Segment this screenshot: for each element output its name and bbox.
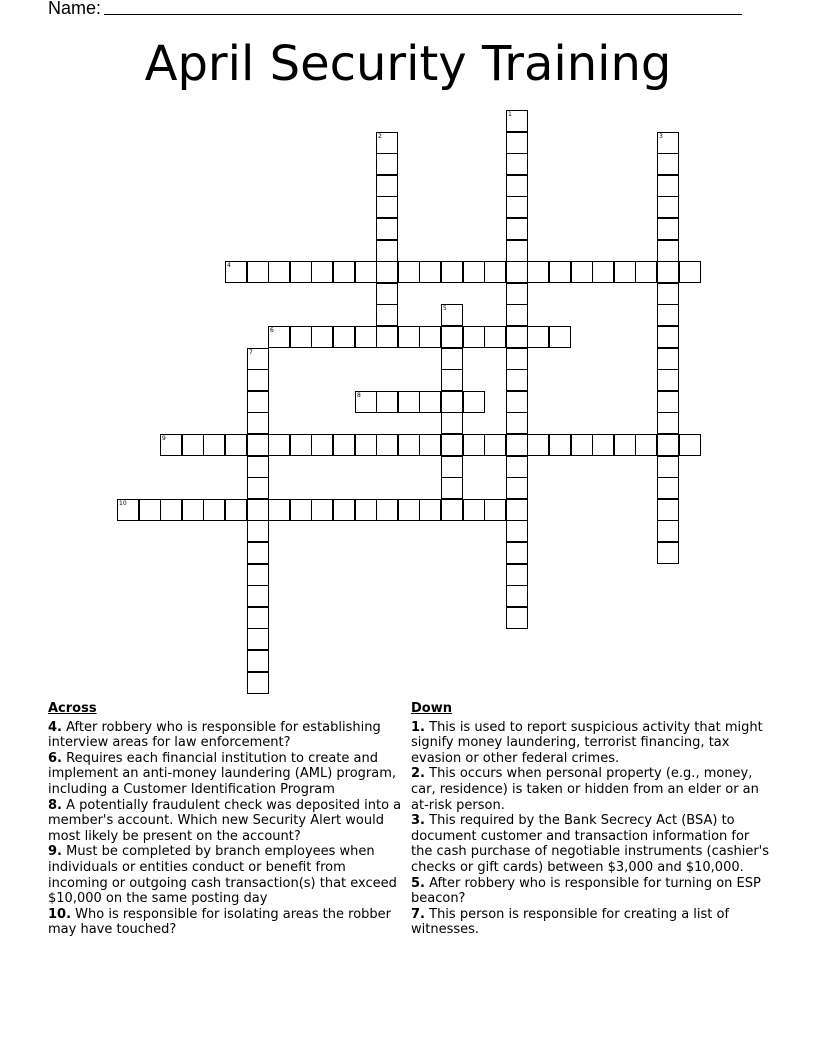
crossword-cell[interactable] bbox=[355, 261, 377, 283]
crossword-cell[interactable] bbox=[463, 499, 485, 521]
crossword-cell[interactable] bbox=[527, 326, 549, 348]
crossword-cell[interactable] bbox=[657, 369, 679, 391]
clue-number: 4 bbox=[227, 262, 231, 269]
crossword-cell[interactable] bbox=[506, 585, 528, 607]
crossword-cell[interactable] bbox=[657, 304, 679, 326]
crossword-cell[interactable] bbox=[398, 434, 420, 456]
crossword-cell[interactable] bbox=[247, 564, 269, 586]
clue-number: 6. bbox=[48, 750, 62, 766]
crossword-cell[interactable] bbox=[247, 348, 269, 370]
crossword-cell[interactable] bbox=[225, 434, 247, 456]
crossword-cell[interactable] bbox=[117, 499, 139, 521]
clue-number: 1. bbox=[411, 719, 425, 735]
crossword-cell[interactable] bbox=[484, 434, 506, 456]
crossword-cell[interactable] bbox=[376, 261, 398, 283]
across-clue bbox=[48, 798, 406, 845]
crossword-cell[interactable] bbox=[182, 434, 204, 456]
crossword-cell[interactable] bbox=[571, 434, 593, 456]
crossword-cell[interactable] bbox=[441, 326, 463, 348]
crossword-cell[interactable] bbox=[268, 326, 290, 348]
crossword-cell[interactable] bbox=[333, 499, 355, 521]
crossword-cell[interactable] bbox=[463, 326, 485, 348]
crossword-cell[interactable] bbox=[441, 304, 463, 326]
crossword-cell[interactable] bbox=[355, 391, 377, 413]
crossword-cell[interactable] bbox=[506, 110, 528, 132]
clue-number: 1 bbox=[508, 111, 512, 118]
across-clues bbox=[48, 701, 406, 938]
crossword-cell[interactable] bbox=[247, 434, 269, 456]
down-clues bbox=[411, 701, 771, 938]
crossword-cell[interactable] bbox=[657, 348, 679, 370]
crossword-cell[interactable] bbox=[441, 434, 463, 456]
crossword-cell[interactable] bbox=[506, 477, 528, 499]
crossword-cell[interactable] bbox=[484, 261, 506, 283]
crossword-cell[interactable] bbox=[506, 153, 528, 175]
crossword-cell[interactable] bbox=[657, 240, 679, 262]
clue-text: This person is responsible for creating a list of witnesses. bbox=[411, 906, 730, 938]
clue-number: 10. bbox=[48, 906, 72, 922]
clue-number: 3. bbox=[411, 813, 425, 829]
crossword-cell[interactable] bbox=[139, 499, 161, 521]
crossword-cell[interactable] bbox=[506, 456, 528, 478]
crossword-cell[interactable] bbox=[247, 477, 269, 499]
crossword-cell[interactable] bbox=[441, 369, 463, 391]
crossword-cell[interactable] bbox=[247, 628, 269, 650]
crossword-cell[interactable] bbox=[419, 391, 441, 413]
crossword-cell[interactable] bbox=[160, 434, 182, 456]
crossword-cell[interactable] bbox=[657, 326, 679, 348]
crossword-cell[interactable] bbox=[203, 434, 225, 456]
crossword-cell[interactable] bbox=[311, 326, 333, 348]
crossword-cell[interactable] bbox=[463, 261, 485, 283]
crossword-cell[interactable] bbox=[657, 520, 679, 542]
crossword-cell[interactable] bbox=[376, 153, 398, 175]
down-clue bbox=[411, 876, 771, 907]
crossword-cell[interactable] bbox=[549, 434, 571, 456]
crossword-cell[interactable] bbox=[247, 520, 269, 542]
crossword-cell[interactable] bbox=[463, 391, 485, 413]
crossword-cell[interactable] bbox=[614, 261, 636, 283]
crossword-cell[interactable] bbox=[679, 261, 701, 283]
crossword-cell[interactable] bbox=[506, 542, 528, 564]
crossword-cell[interactable] bbox=[247, 261, 269, 283]
crossword-cell[interactable] bbox=[506, 369, 528, 391]
crossword-cell[interactable] bbox=[311, 499, 333, 521]
crossword-cell[interactable] bbox=[247, 456, 269, 478]
crossword-cell[interactable] bbox=[506, 196, 528, 218]
crossword-cell[interactable] bbox=[506, 240, 528, 262]
crossword-cell[interactable] bbox=[635, 261, 657, 283]
clue-number: 7. bbox=[411, 906, 425, 922]
crossword-cell[interactable] bbox=[419, 434, 441, 456]
clue-text: This is used to report suspicious activity that might signify money laundering, terrorist financing, tax evasion or other federal crimes. bbox=[411, 719, 763, 766]
crossword-cell[interactable] bbox=[441, 412, 463, 434]
crossword-cell[interactable] bbox=[247, 391, 269, 413]
down-clue-list bbox=[411, 720, 771, 938]
clue-number: 3 bbox=[659, 133, 663, 140]
crossword-cell[interactable] bbox=[290, 434, 312, 456]
clue-number: 2 bbox=[378, 133, 382, 140]
crossword-cell[interactable] bbox=[419, 326, 441, 348]
clue-number: 6 bbox=[270, 327, 274, 334]
clue-text: This required by the Bank Secrecy Act (BSA) to document customer and transaction information for the cash purchase of negotiable instruments (cashier's checks or gift cards) between $3,000 and $10,000. bbox=[411, 813, 770, 875]
crossword-cell[interactable] bbox=[247, 672, 269, 694]
crossword-cell[interactable] bbox=[247, 585, 269, 607]
crossword-cell[interactable] bbox=[506, 261, 528, 283]
crossword-cell[interactable] bbox=[657, 283, 679, 305]
crossword-cell[interactable] bbox=[679, 434, 701, 456]
down-clue bbox=[411, 766, 771, 813]
crossword-cell[interactable] bbox=[419, 499, 441, 521]
crossword-cell[interactable] bbox=[506, 132, 528, 154]
crossword-cell[interactable] bbox=[506, 499, 528, 521]
crossword-cell[interactable] bbox=[376, 175, 398, 197]
page-title: April Security Training bbox=[144, 36, 672, 92]
clue-number: 9 bbox=[162, 435, 166, 442]
clue-text: A potentially fraudulent check was deposited into a member's account. Which new Security Alert would most likely be present on the account? bbox=[48, 797, 402, 844]
crossword-cell[interactable] bbox=[657, 218, 679, 240]
crossword-cell[interactable] bbox=[484, 499, 506, 521]
crossword-cell[interactable] bbox=[311, 261, 333, 283]
crossword-cell[interactable] bbox=[506, 326, 528, 348]
crossword-cell[interactable] bbox=[290, 499, 312, 521]
crossword-cell[interactable] bbox=[225, 499, 247, 521]
crossword-cell[interactable] bbox=[635, 434, 657, 456]
crossword-cell[interactable] bbox=[247, 650, 269, 672]
crossword-cell[interactable] bbox=[657, 196, 679, 218]
crossword-cell[interactable] bbox=[506, 520, 528, 542]
crossword-cell[interactable] bbox=[419, 261, 441, 283]
crossword-cell[interactable] bbox=[657, 175, 679, 197]
across-clue bbox=[48, 844, 406, 906]
crossword-cell[interactable] bbox=[614, 434, 636, 456]
crossword-cell[interactable] bbox=[657, 542, 679, 564]
crossword-cell[interactable] bbox=[506, 304, 528, 326]
crossword-cell[interactable] bbox=[333, 434, 355, 456]
crossword-cell[interactable] bbox=[376, 391, 398, 413]
crossword-cell[interactable] bbox=[398, 261, 420, 283]
crossword-cell[interactable] bbox=[376, 132, 398, 154]
crossword-cell[interactable] bbox=[376, 326, 398, 348]
crossword-cell[interactable] bbox=[657, 412, 679, 434]
crossword-cell[interactable] bbox=[506, 607, 528, 629]
crossword-cell[interactable] bbox=[268, 499, 290, 521]
down-clue bbox=[411, 813, 771, 875]
crossword-cell[interactable] bbox=[376, 499, 398, 521]
crossword-cell[interactable] bbox=[657, 153, 679, 175]
crossword-cell[interactable] bbox=[549, 326, 571, 348]
crossword-cell[interactable] bbox=[247, 607, 269, 629]
crossword-cell[interactable] bbox=[592, 261, 614, 283]
clue-text: After robbery who is responsible for establishing interview areas for law enforcement? bbox=[48, 719, 381, 751]
crossword-cell[interactable] bbox=[657, 477, 679, 499]
crossword-cell[interactable] bbox=[506, 175, 528, 197]
crossword-cell[interactable] bbox=[247, 412, 269, 434]
clue-number: 5 bbox=[443, 305, 447, 312]
across-clue bbox=[48, 720, 406, 751]
crossword-cell[interactable] bbox=[290, 326, 312, 348]
crossword-cell[interactable] bbox=[182, 499, 204, 521]
crossword-cell[interactable] bbox=[290, 261, 312, 283]
crossword-cell[interactable] bbox=[160, 499, 182, 521]
across-heading: Across bbox=[48, 701, 97, 716]
crossword-cell[interactable] bbox=[506, 218, 528, 240]
clue-number: 8. bbox=[48, 797, 62, 813]
clue-number: 4. bbox=[48, 719, 62, 735]
crossword-cell[interactable] bbox=[506, 434, 528, 456]
crossword-cell[interactable] bbox=[268, 434, 290, 456]
crossword-cell[interactable] bbox=[657, 456, 679, 478]
crossword-cell[interactable] bbox=[527, 434, 549, 456]
down-clue bbox=[411, 720, 771, 767]
crossword-cell[interactable] bbox=[225, 261, 247, 283]
crossword-cell[interactable] bbox=[376, 283, 398, 305]
down-heading: Down bbox=[411, 701, 452, 716]
crossword-cell[interactable] bbox=[376, 304, 398, 326]
crossword-cell[interactable] bbox=[311, 434, 333, 456]
crossword-cell[interactable] bbox=[441, 456, 463, 478]
clue-text: After robbery who is responsible for turning on ESP beacon? bbox=[411, 875, 761, 907]
crossword-cell[interactable] bbox=[506, 391, 528, 413]
clue-number: 7 bbox=[249, 349, 253, 356]
down-clue bbox=[411, 907, 771, 938]
crossword-cell[interactable] bbox=[463, 434, 485, 456]
crossword-cell[interactable] bbox=[355, 499, 377, 521]
crossword-cell[interactable] bbox=[506, 283, 528, 305]
crossword-cell[interactable] bbox=[398, 499, 420, 521]
crossword-cell[interactable] bbox=[376, 434, 398, 456]
clue-number: 2. bbox=[411, 766, 425, 782]
clue-text: Requires each financial institution to create and implement an anti-money laundering (AML) program, including a Customer Identification Program bbox=[48, 750, 397, 797]
clue-text: Who is responsible for isolating areas the robber may have touched? bbox=[48, 906, 391, 938]
across-clue-list bbox=[48, 720, 406, 938]
crossword-cell[interactable] bbox=[592, 434, 614, 456]
crossword-cell[interactable] bbox=[484, 326, 506, 348]
clue-text: This occurs when personal property (e.g., money, car, residence) is taken or hidden from an elder or an at-risk person. bbox=[411, 766, 759, 813]
crossword-cell[interactable] bbox=[441, 261, 463, 283]
crossword-cell[interactable] bbox=[657, 261, 679, 283]
name-label: Name: bbox=[48, 0, 102, 18]
crossword-cell[interactable] bbox=[376, 240, 398, 262]
clue-number: 9. bbox=[48, 844, 62, 860]
crossword-cell[interactable] bbox=[441, 477, 463, 499]
crossword-cell[interactable] bbox=[506, 412, 528, 434]
clue-number: 8 bbox=[357, 392, 361, 399]
crossword-cell[interactable] bbox=[376, 196, 398, 218]
clue-number: 10 bbox=[119, 500, 127, 507]
crossword-cell[interactable] bbox=[441, 499, 463, 521]
crossword-cell[interactable] bbox=[441, 348, 463, 370]
crossword-cell[interactable] bbox=[571, 261, 593, 283]
crossword-cell[interactable] bbox=[333, 261, 355, 283]
crossword-cell[interactable] bbox=[657, 499, 679, 521]
crossword-cell[interactable] bbox=[203, 499, 225, 521]
across-clue bbox=[48, 907, 406, 938]
crossword-cell[interactable] bbox=[355, 434, 377, 456]
crossword-cell[interactable] bbox=[398, 391, 420, 413]
crossword-cell[interactable] bbox=[355, 326, 377, 348]
crossword-cell[interactable] bbox=[247, 369, 269, 391]
crossword-cell[interactable] bbox=[657, 391, 679, 413]
crossword-cell[interactable] bbox=[527, 261, 549, 283]
crossword-cell[interactable] bbox=[247, 542, 269, 564]
crossword-cell[interactable] bbox=[549, 261, 571, 283]
crossword-cell[interactable] bbox=[247, 499, 269, 521]
crossword-cell[interactable] bbox=[506, 564, 528, 586]
crossword-cell[interactable] bbox=[657, 434, 679, 456]
crossword-cell[interactable] bbox=[441, 391, 463, 413]
crossword-cell[interactable] bbox=[657, 132, 679, 154]
clue-text: Must be completed by branch employees when individuals or entities conduct or benefit from incoming or outgoing cash transaction(s) that exceed $10,000 on the same posting day bbox=[48, 844, 397, 907]
crossword-cell[interactable] bbox=[268, 261, 290, 283]
across-clue bbox=[48, 751, 406, 798]
crossword-cell[interactable] bbox=[376, 218, 398, 240]
crossword-cell[interactable] bbox=[506, 348, 528, 370]
clue-number: 5. bbox=[411, 875, 425, 891]
crossword-cell[interactable] bbox=[398, 326, 420, 348]
crossword-cell[interactable] bbox=[333, 326, 355, 348]
